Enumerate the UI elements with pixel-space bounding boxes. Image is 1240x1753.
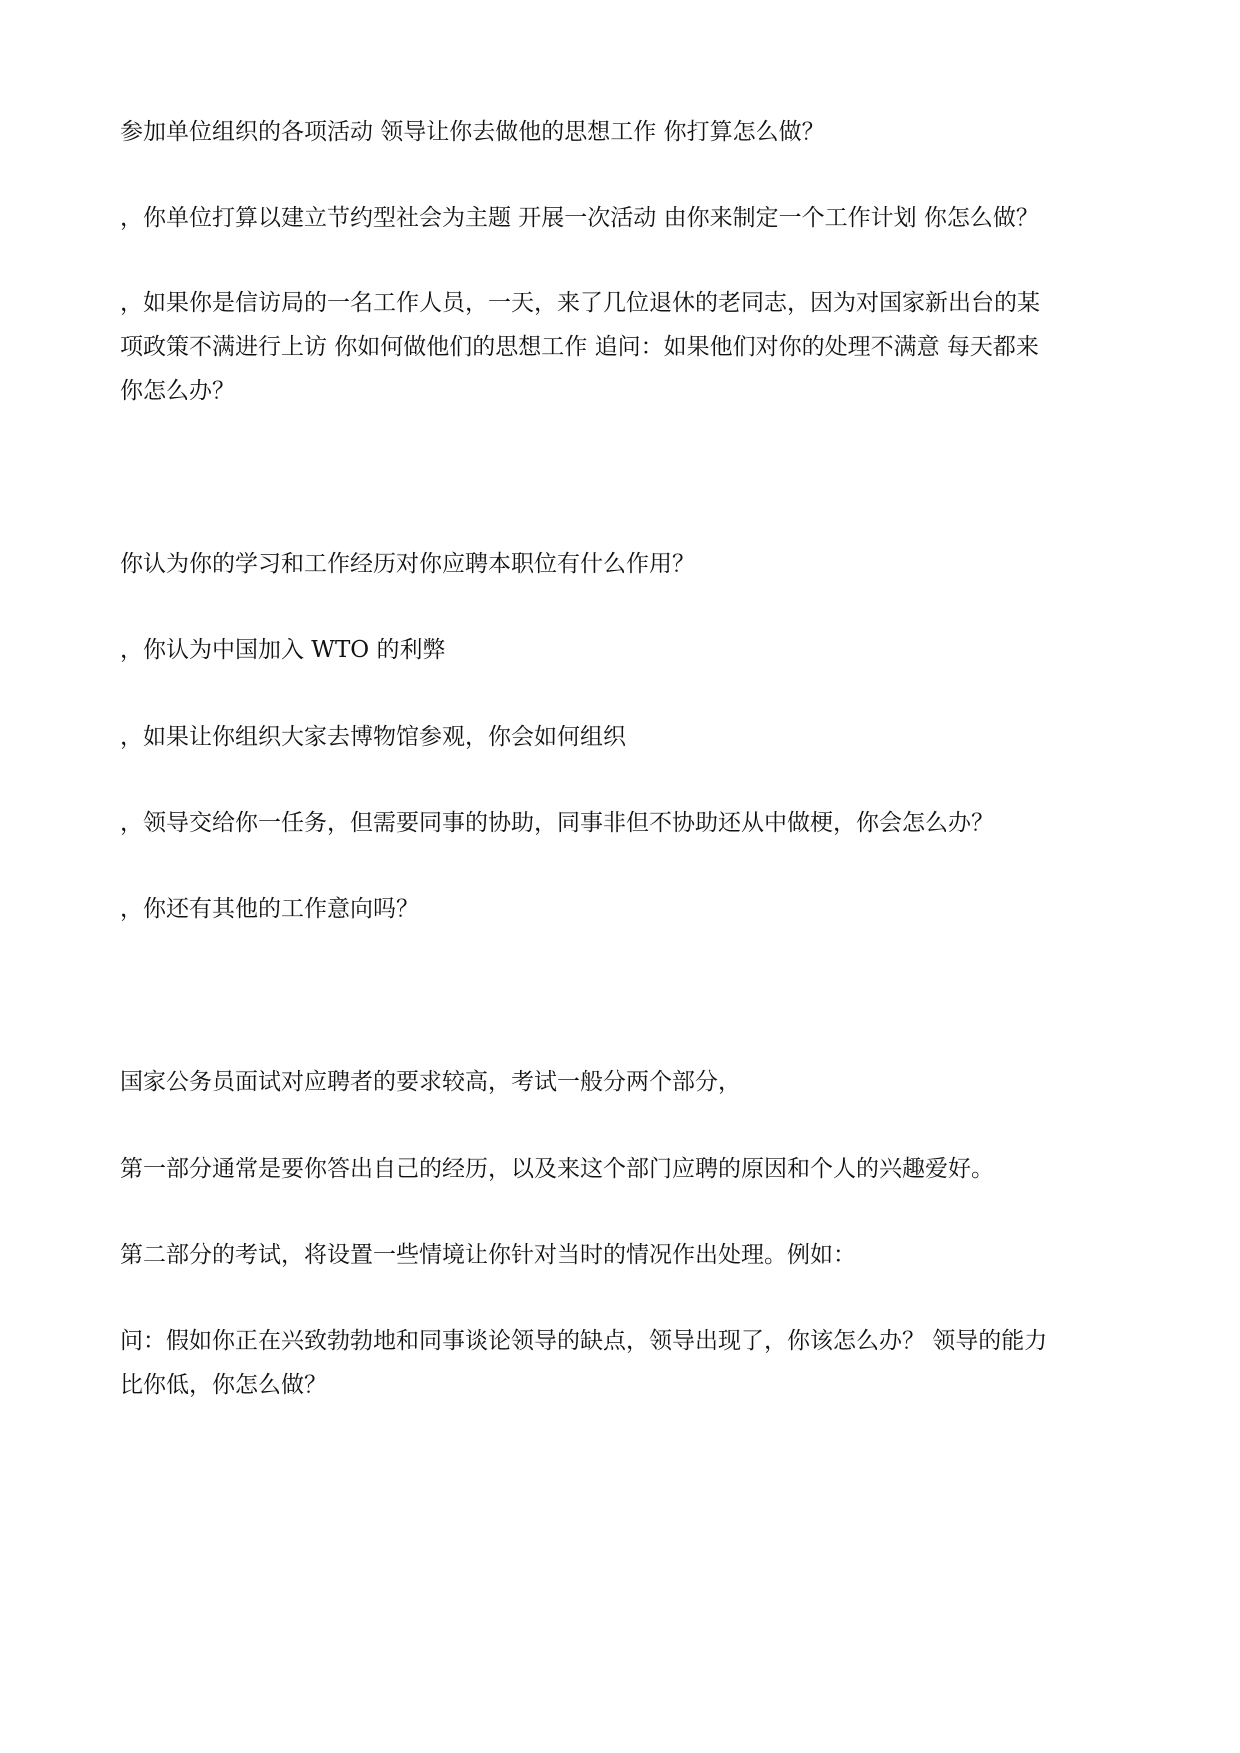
text-line: 你认为你的学习和工作经历对你应聘本职位有什么作用？: [120, 551, 695, 577]
text-line: ，你认为中国加入 WTO 的利弊: [120, 637, 446, 663]
text-line: 比你低，你怎么做？: [120, 1372, 327, 1398]
text-line: 你怎么办？: [120, 378, 235, 404]
text-line: 问：假如你正在兴致勃勃地和同事谈论领导的缺点，领导出现了，你该怎么办？ 领导的能力: [120, 1328, 1048, 1354]
text-line: 参加单位组织的各项活动 领导让你去做他的思想工作 你打算怎么做？: [120, 119, 825, 145]
text-line: 第一部分通常是要你答出自己的经历，以及来这个部门应聘的原因和个人的兴趣爱好。: [120, 1156, 994, 1182]
text-line: 项政策不满进行上访 你如何做他们的思想工作 追问：如果他们对你的处理不满意 每天都来: [120, 334, 1039, 360]
text-line: ，你还有其他的工作意向吗？: [120, 896, 419, 922]
text-line: ，如果你是信访局的一名工作人员，一天，来了几位退休的老同志，因为对国家新出台的某: [120, 290, 1040, 316]
text-line: 国家公务员面试对应聘者的要求较高，考试一般分两个部分，: [120, 1069, 741, 1095]
text-line: ，你单位打算以建立节约型社会为主题 开展一次活动 由你来制定一个工作计划 你怎么做？: [120, 205, 1039, 231]
text-line: ，领导交给你一任务，但需要同事的协助，同事非但不协助还从中做梗，你会怎么办？: [120, 810, 994, 836]
text-line: ，如果让你组织大家去博物馆参观，你会如何组织: [120, 724, 626, 750]
text-line: 第二部分的考试，将设置一些情境让你针对当时的情况作出处理。例如：: [120, 1242, 856, 1268]
